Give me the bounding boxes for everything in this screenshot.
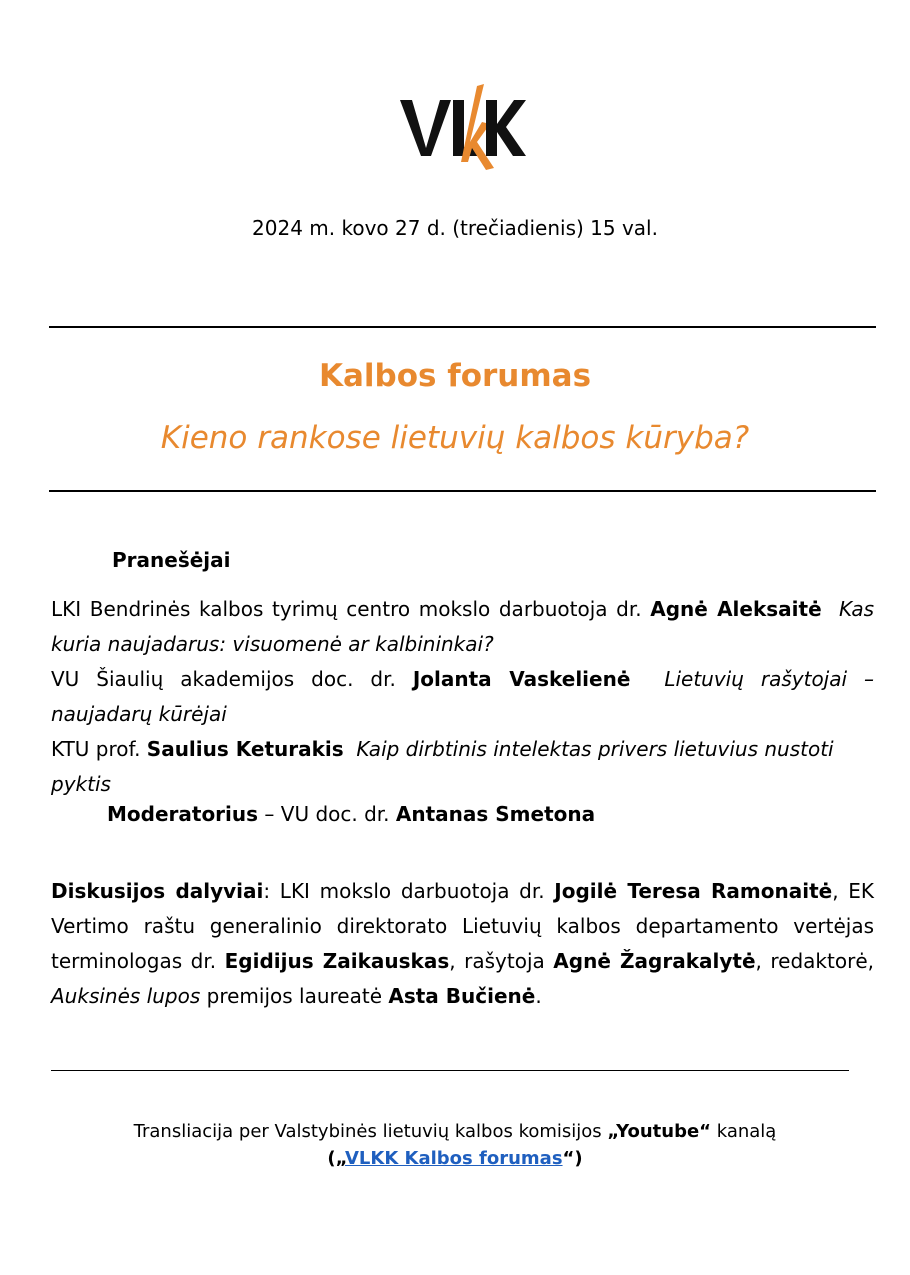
event-title: Kalbos forumas [318, 358, 592, 394]
speaker-item [51, 662, 874, 732]
speaker-affiliation: LKI Bendrinės kalbos tyrimų centro mokslo darbuotoja dr. [51, 597, 642, 621]
channel-name: „Youtube“ [607, 1121, 711, 1142]
discussion-text: premijos laureatė [200, 984, 389, 1008]
bottom-divider [49, 490, 876, 492]
speaker-affiliation: VU Šiaulių akademijos doc. dr. [51, 667, 396, 691]
discussion-text: . [535, 984, 542, 1008]
participant-name: Agnė Žagrakalytė [553, 949, 756, 973]
speakers-label: Pranešėjai [112, 548, 231, 572]
discussion-text: , rašytoja [449, 949, 554, 973]
broadcast-line [0, 1118, 910, 1145]
participant-name: Jogilė Teresa Ramonaitė [554, 879, 833, 903]
speaker-name: Saulius Keturakis [146, 737, 344, 761]
speaker-item [51, 592, 874, 662]
moderator-affiliation: – VU doc. dr. [258, 802, 396, 826]
top-divider [49, 326, 876, 328]
event-date: 2024 m. kovo 27 d. (trečiadienis) 15 val. [252, 216, 658, 240]
discussion-text: : LKI mokslo darbuotoja dr. [263, 879, 555, 903]
discussion-participants [51, 874, 874, 1014]
broadcast-text: Transliacija per Valstybinės lietuvių kalbos komisijos [133, 1121, 608, 1142]
speaker-name: Agnė Aleksaitė [650, 597, 822, 621]
vlkk-logo [398, 82, 526, 174]
participant-name: Asta Bučienė [388, 984, 536, 1008]
speaker-topic: Lietuvių rašytojai – naujadarų kūrėjai [51, 667, 875, 726]
vlkk-logo-graphic [398, 82, 526, 174]
broadcast-text: kanalą [711, 1121, 777, 1142]
broadcast-info [0, 1118, 910, 1172]
speaker-name: Jolanta Vaskelienė [412, 667, 631, 691]
discussion-text: , redaktorė, [755, 949, 874, 973]
broadcast-link-line [0, 1145, 910, 1172]
discussion-text: , EK Vertimo raštu generalinio direktorato Lietuvių kalbos departamento vertėjas terminologas dr. [51, 879, 874, 973]
speakers-list [51, 592, 874, 802]
prize-name: Auksinės lupos [51, 984, 201, 1008]
link-close-bracket: “) [562, 1148, 583, 1169]
event-subtitle: Kieno rankose lietuvių kalbos kūryba? [160, 420, 750, 456]
vlkk-forum-link[interactable]: VLKK Kalbos forumas [344, 1148, 563, 1169]
participant-name: Egidijus Zaikauskas [224, 949, 450, 973]
moderator-label: Moderatorius [107, 802, 259, 826]
speaker-topic: Kaip dirbtinis intelektas privers lietuvius nustoti pyktis [51, 737, 834, 796]
moderator-line [107, 802, 595, 826]
discussion-label: Diskusijos dalyviai [51, 879, 264, 903]
speaker-topic: Kas kuria naujadarus: visuomenė ar kalbininkai? [51, 597, 875, 656]
link-open-bracket: („ [327, 1148, 345, 1169]
speaker-item [51, 732, 874, 802]
footer-separator [51, 1070, 849, 1071]
moderator-name: Antanas Smetona [395, 802, 596, 826]
speaker-affiliation: KTU prof. [51, 737, 141, 761]
